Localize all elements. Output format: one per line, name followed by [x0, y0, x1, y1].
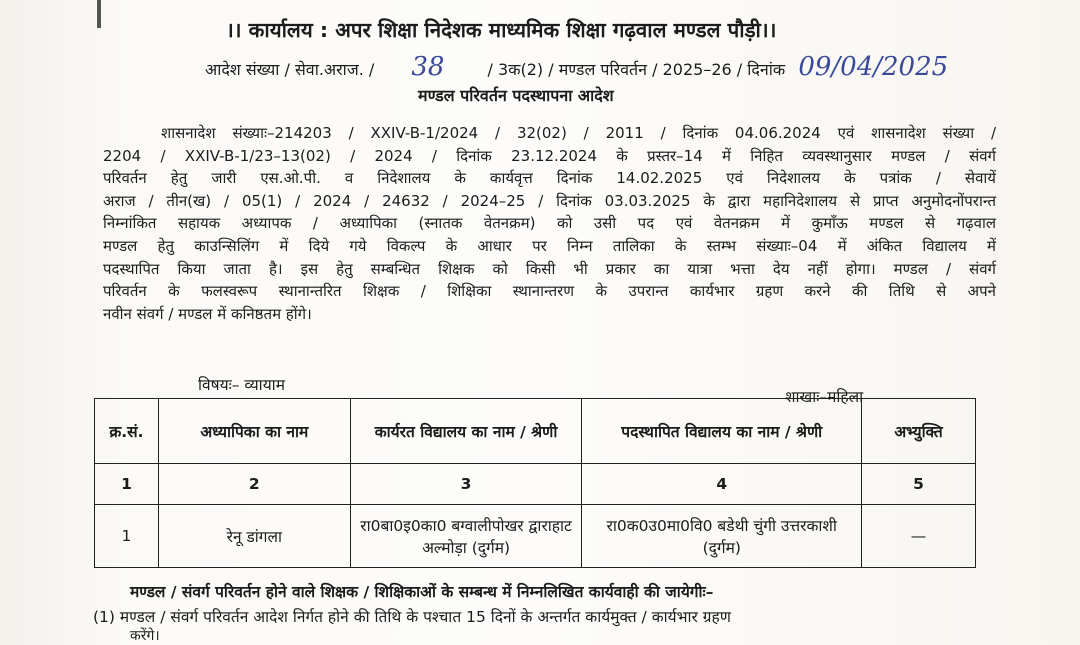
col-number: 2: [158, 464, 350, 505]
col-header: क्र.सं.: [95, 399, 159, 464]
row-posted-school: रा0क0उ0मा0वि0 बडेथी चुंगी उत्तरकाशी (दुर्गम): [582, 505, 862, 568]
col-number: 4: [582, 464, 862, 505]
body-line: शासनादेश संख्याः–214203 / XXIV-B-1/2024 / 32(02) / 2011 / दिनांक 04.06.2024 एवं शासनादेश संख्या /: [161, 124, 996, 142]
body-line: परिवर्तन के फलस्वरूप स्थानान्तरित शिक्षक / शिक्षिका स्थानान्तरण के उपरान्त कार्यभार ग्रहण करने की तिथि से अपने: [103, 282, 996, 301]
order-date-handwritten: 09/04/2025: [798, 52, 949, 82]
row-sno: 1: [95, 505, 159, 568]
col-number: 5: [862, 464, 976, 505]
body-line: अराज / तीन(ख) / 05(1) / 2024 / 24632 / 2024–25 / दिनांक 03.03.2025 के द्वारा महानिदेशालय से प्राप्त अनुमोदनोंपरान्त: [103, 191, 996, 210]
order-suffix: / 3क(2) / मण्डल परिवर्तन / 2025–26 / दिनांक: [487, 60, 786, 79]
order-number-line: [205, 52, 948, 82]
action-heading: मण्डल / संवर्ग परिवर्तन होने वाले शिक्षक / शिक्षिकाओं के सम्बन्ध में निम्नलिखित कार्यवाही की जायेगीः–: [130, 583, 714, 601]
action-item-1-continued: करेंगे।: [130, 628, 160, 644]
posting-table: [94, 398, 976, 568]
action-item-1: (1) मण्डल / संवर्ग परिवर्तन आदेश निर्गत होने की तिथि के पश्चात 15 दिनों के अन्तर्गत कार्यमुक्त / कार्यभार ग्रहण: [93, 608, 731, 626]
col-header: पदस्थापित विद्यालय का नाम / श्रेणी: [582, 399, 862, 464]
row-current-school: रा0बा0इ0का0 बग्वालीपोखर द्वाराहाट अल्मोड़ा (दुर्गम): [350, 505, 582, 568]
row-remarks: —: [862, 505, 976, 568]
body-line: परिवर्तन हेतु जारी एस.ओ.पी. व निदेशालय के कार्यवृत्त दिनांक 14.02.2025 एवं निदेशालय के पत्रांक / सेवायें: [103, 169, 996, 188]
order-body: [103, 122, 996, 325]
row-teacher-name: रेनू डांगला: [158, 505, 350, 568]
body-line: मण्डल हेतु काउन्सिलिंग में दिये गये विकल्प के आधार पर निम्न तालिका के स्तम्भ संख्याः–04 में अंकित विद्यालय में: [103, 236, 996, 255]
col-header: कार्यरत विद्यालय का नाम / श्रेणी: [350, 399, 582, 464]
body-line: पदस्थापित किया जाता है। इस हेतु सम्बन्धित शिक्षक को किसी भी प्रकार का यात्रा भत्ता देय नहीं होगा। मण्डल / संवर्ग: [103, 259, 996, 278]
order-number-handwritten: 38: [411, 52, 445, 82]
column-number-row: [95, 464, 976, 505]
order-subject: मण्डल परिवर्तन पदस्थापना आदेश: [418, 86, 614, 105]
subject-label: विषयः– व्यायाम: [198, 376, 285, 394]
col-header: अभ्युक्ति: [862, 399, 976, 464]
col-header: अध्यापिका का नाम: [158, 399, 350, 464]
branch-label: शाखाः–महिला: [785, 388, 864, 406]
order-prefix: आदेश संख्या / सेवा.अराज. /: [205, 60, 375, 79]
body-line: 2204 / XXIV-B-1/23–13(02) / 2024 / दिनांक 23.12.2024 के प्रस्तर–14 में निहित व्यवस्थानुसार मण्डल / संवर्ग: [103, 146, 996, 165]
table-row: [95, 505, 976, 568]
col-number: 3: [350, 464, 582, 505]
fold-mark: [97, 0, 101, 28]
col-number: 1: [95, 464, 159, 505]
body-line: नवीन संवर्ग / मण्डल में कनिष्ठतम होंगे।: [103, 304, 312, 323]
body-line: निम्नांकित सहायक अध्यापक / अध्यापिका (स्नातक वेतनक्रम) को उसी पद एवं वेतनक्रम में कुमाँऊ मण्डल से गढ़वाल: [103, 214, 996, 233]
table-header-row: [95, 399, 976, 464]
office-header: ।। कार्यालय : अपर शिक्षा निदेशक माध्यमिक शिक्षा गढ़वाल मण्डल पौड़ी।।: [226, 18, 777, 42]
